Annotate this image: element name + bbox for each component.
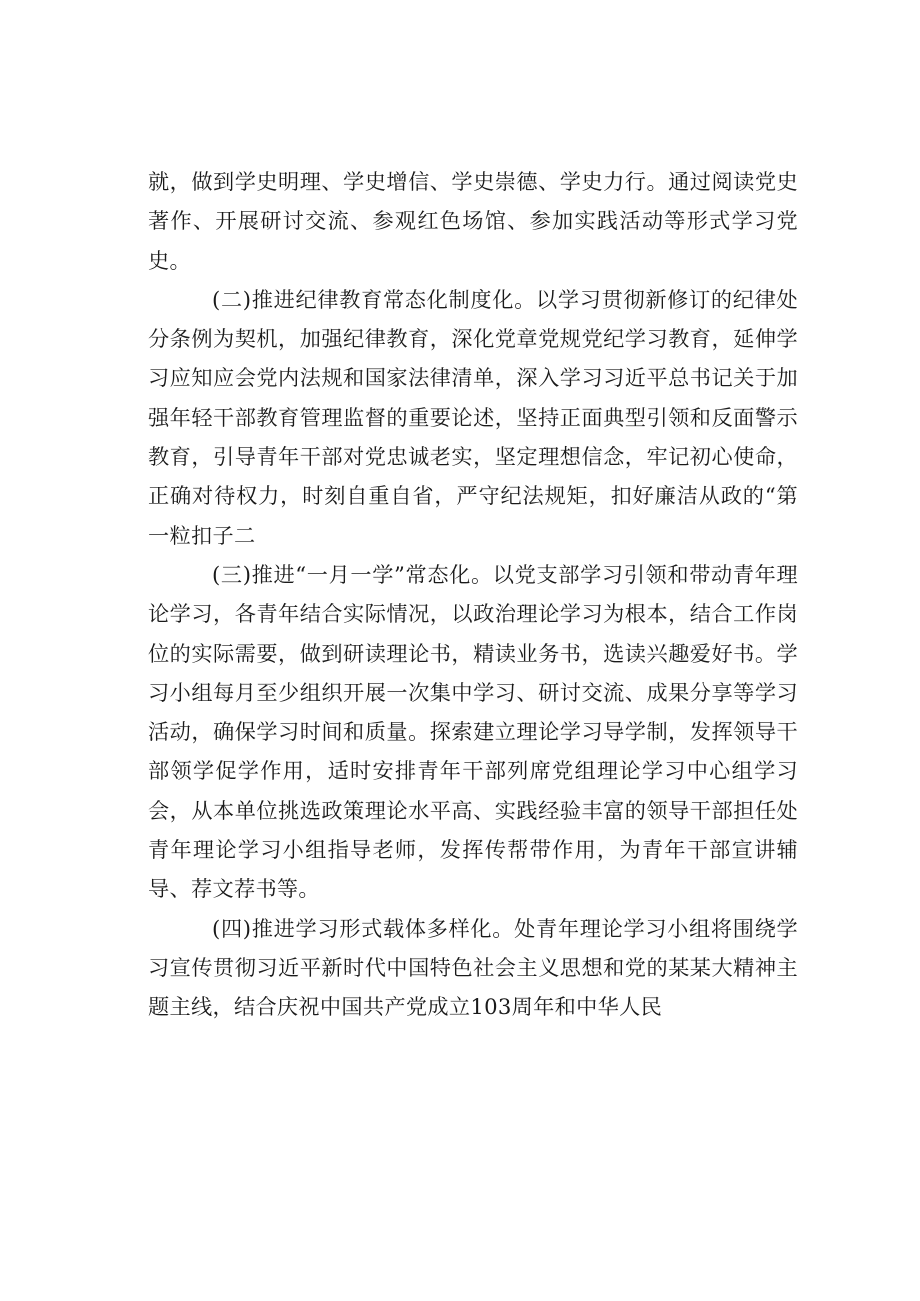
paragraph-continuation: 就，做到学史明理、学史增信、学史崇德、学史力行。通过阅读党史著作、开展研讨交流、参观红色场馆、参加实践活动等形式学习党史。 bbox=[148, 169, 798, 273]
paragraph-study-formats: (四)推进学习形式载体多样化。处青年理论学习小组将围绕学习宣传贯彻习近平新时代中国特色社会主义思想和党的某某大精神主题主线，结合庆祝中国共产党成立103周年和中华人民 bbox=[148, 915, 798, 1020]
document-body bbox=[148, 162, 798, 1027]
paragraph-discipline-education: (二)推进纪律教育常态化制度化。以学习贯彻新修订的纪律处分条例为契机，加强纪律教育，深化党章党规党纪学习教育，延伸学习应知应会党内法规和国家法律清单，深入学习习近平总书记关于加强年轻干部教育管理监督的重要论述，坚持正面典型引领和反面警示教育，引导青年干部对党忠诚老实，坚定理想信念，牢记初心使命，正确对待权力，时刻自重自省，严守纪法规矩，扣好廉洁从政的“第一粒扣子二 bbox=[148, 286, 798, 548]
paragraph-monthly-study: (三)推进“一月一学”常态化。以党支部学习引领和带动青年理论学习，各青年结合实际情况，以政治理论学习为根本，结合工作岗位的实际需要，做到研读理论书，精读业务书，选读兴趣爱好书。学习小组每月至少组织开展一次集中学习、研讨交流、成果分享等学习活动，确保学习时间和质量。探索建立理论学习导学制，发挥领导干部领学促学作用，适时安排青年干部列席党组理论学习中心组学习会，从本单位挑选政策理论水平高、实践经验丰富的领导干部担任处青年理论学习小组指导老师，发挥传帮带作用，为青年干部宣讲辅导、荐文荐书等。 bbox=[148, 561, 798, 902]
